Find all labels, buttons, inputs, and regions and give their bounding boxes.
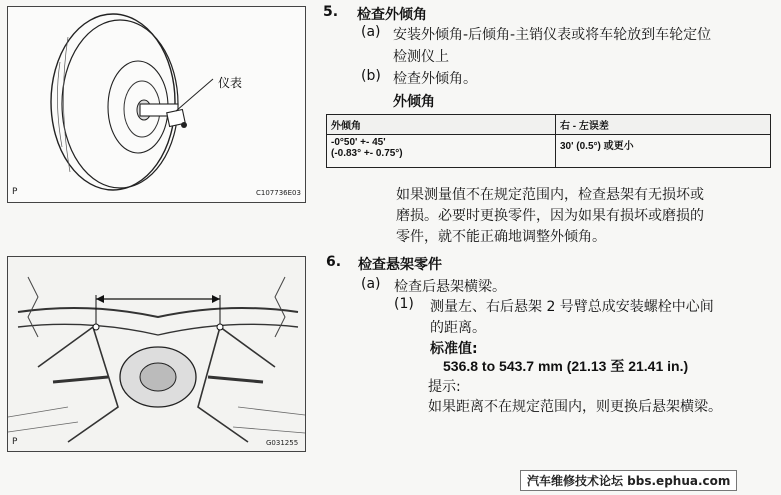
wheel-gauge-figure — [7, 6, 306, 203]
spec-header-difference: 右 - 左误差 — [556, 115, 771, 135]
step5-a-label: (a) — [361, 24, 381, 40]
step6-a-label: (a) — [361, 276, 381, 292]
camber-spec-table — [326, 114, 771, 168]
suspension-figure — [7, 256, 306, 452]
step5-number: 5. — [323, 4, 339, 20]
step5-note-line3: 零件，就不能正确地调整外倾角。 — [396, 229, 606, 245]
figure1-code: C107736E03 — [256, 189, 301, 197]
spec-header-camber: 外倾角 — [327, 115, 556, 135]
step5-b-text: 检查外倾角。 — [393, 71, 477, 87]
hint-label: 提示: — [428, 379, 461, 395]
standard-value: 536.8 to 543.7 mm (21.13 至 21.41 in.) — [443, 358, 689, 374]
spec-value-camber — [327, 135, 556, 168]
figure2-p-mark: P — [12, 437, 18, 447]
step6-a-text: 检查后悬架横梁。 — [394, 279, 506, 295]
step6-1-text-line1: 测量左、右后悬架 2 号臂总成安装螺栓中心间 — [430, 299, 714, 315]
figure2-code: G031255 — [266, 439, 299, 447]
step5-b-label: (b) — [361, 68, 381, 84]
standard-value-label: 标准值: — [430, 341, 478, 357]
wheel-gauge-drawing — [8, 7, 305, 202]
spec-value-camber-deg: (-0.83° +- 0.75°) — [331, 148, 403, 159]
step5-note-line2: 磨损。必要时更换零件，因为如果有损坏或磨损的 — [396, 208, 704, 224]
step6-1-text-line2: 的距离。 — [430, 320, 486, 336]
step5-a-text-line1: 安装外倾角-后倾角-主销仪表或将车轮放到车轮定位 — [393, 27, 712, 43]
camber-subtitle: 外倾角 — [393, 94, 435, 110]
step6-number: 6. — [326, 254, 342, 270]
spec-value-difference: 30' (0.5°) 或更小 — [556, 135, 771, 168]
step6-title: 检查悬架零件 — [358, 257, 442, 273]
spec-value-camber-deg-min: -0°50' +- 45' — [331, 137, 386, 148]
spec-table-header-row — [327, 115, 771, 135]
figure1-p-mark: P — [12, 187, 18, 197]
gauge-callout-label: 仪表 — [218, 76, 243, 90]
step6-1-label: (1) — [394, 296, 414, 312]
suspension-drawing — [8, 257, 305, 451]
step5-title: 检查外倾角 — [357, 7, 427, 23]
hint-text: 如果距离不在规定范围内，则更换后悬架横梁。 — [428, 399, 722, 415]
forum-watermark: 汽车维修技术论坛 bbs.ephua.com — [520, 470, 737, 491]
spec-table-value-row — [327, 135, 771, 168]
step5-note-line1: 如果测量值不在规定范围内，检查悬架有无损坏或 — [396, 187, 704, 203]
step5-a-text-line2: 检测仪上 — [393, 49, 449, 65]
